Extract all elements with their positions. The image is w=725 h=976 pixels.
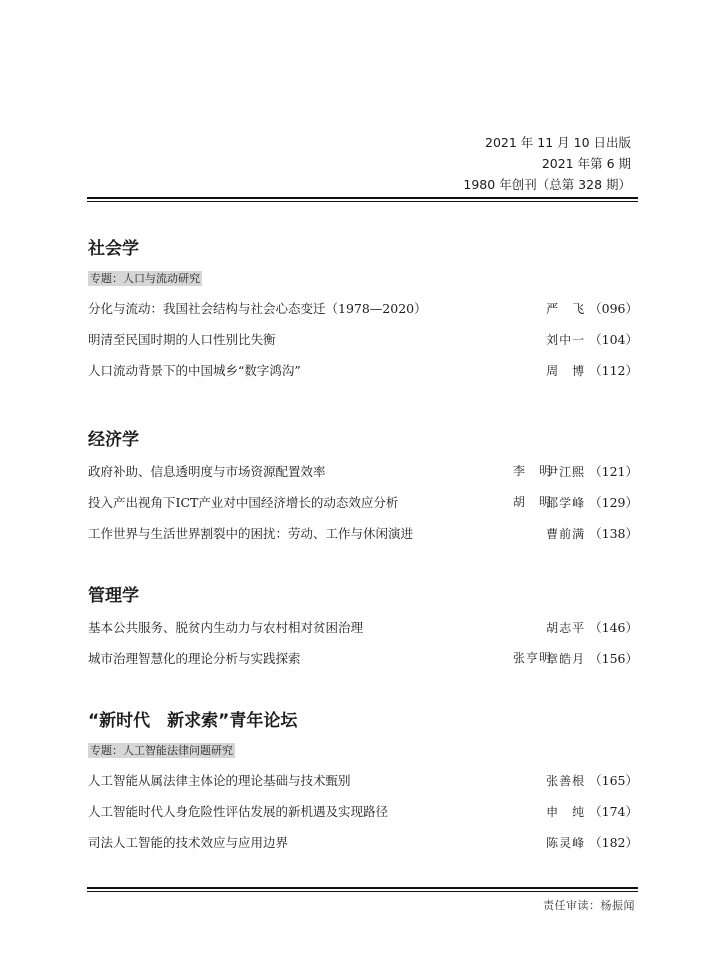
page-number: （112） <box>589 363 638 378</box>
toc-entry[interactable] <box>88 355 638 386</box>
section-title: “新时代 新求索”青年论坛 <box>88 711 298 731</box>
page-number: （165） <box>589 773 638 788</box>
toc-entry[interactable] <box>88 643 638 674</box>
page-number: （156） <box>589 651 638 666</box>
article-title[interactable]: 投入产出视角下ICT产业对中国经济增长的动态效应分析 <box>88 495 399 510</box>
page-number: （104） <box>589 332 638 347</box>
article-title[interactable]: 基本公共服务、脱贫内生动力与农村相对贫困治理 <box>88 620 364 635</box>
article-author: 刘中一 <box>546 333 586 347</box>
toc-entry[interactable] <box>88 456 638 487</box>
article-author: 章皓月 <box>546 652 586 666</box>
article-title[interactable]: 分化与流动：我国社会结构与社会心态变迁（1978—2020） <box>88 301 427 316</box>
publication-info <box>463 132 631 195</box>
article-author: 严 飞 <box>546 302 586 316</box>
section-title: 管理学 <box>88 586 139 606</box>
article-title[interactable]: 人口流动背景下的中国城乡“数字鸿沟” <box>88 363 301 378</box>
article-author: 周 博 <box>546 364 586 378</box>
article-title[interactable]: 人工智能从属法律主体论的理论基础与技术甄别 <box>88 773 351 788</box>
article-coauthor: 张亨明 <box>512 651 552 665</box>
topic-label: 专题：人工智能法律问题研究 <box>90 744 233 757</box>
bottom-double-rule <box>87 887 638 892</box>
article-title[interactable]: 司法人工智能的技术效应与应用边界 <box>88 835 289 850</box>
toc-entry[interactable] <box>88 796 638 827</box>
page-number: （146） <box>589 620 638 635</box>
article-author: 邵学峰 <box>546 496 586 510</box>
topic-label: 专题：人口与流动研究 <box>90 272 200 285</box>
founding-info: 1980 年创刊（总第 328 期） <box>463 177 631 192</box>
section-management <box>88 583 638 674</box>
section-sociology <box>88 236 638 386</box>
article-author: 尹江熙 <box>546 465 586 479</box>
toc-entry[interactable] <box>88 612 638 643</box>
toc-entry[interactable] <box>88 518 638 549</box>
page-number: （182） <box>589 835 638 850</box>
toc-entry[interactable] <box>88 293 638 324</box>
article-coauthor: 李 明 <box>512 464 552 478</box>
page-number: （138） <box>589 526 638 541</box>
top-double-rule <box>87 197 638 202</box>
page-number: （129） <box>589 495 638 510</box>
article-author: 胡志平 <box>546 621 586 635</box>
toc-entry[interactable] <box>88 324 638 355</box>
article-coauthor: 胡 明 <box>512 495 552 509</box>
page-number: （096） <box>589 301 638 316</box>
section-youth-forum <box>88 708 638 858</box>
article-author: 申 纯 <box>546 805 586 819</box>
article-author: 张善根 <box>546 774 586 788</box>
editor-credit: 责任审读：杨振闻 <box>543 899 635 912</box>
page-number: （121） <box>589 464 638 479</box>
article-title[interactable]: 工作世界与生活世界割裂中的困扰：劳动、工作与休闲演进 <box>88 526 414 541</box>
article-author: 曹前满 <box>546 527 586 541</box>
toc-entry[interactable] <box>88 765 638 796</box>
publication-date: 2021 年 11 月 10 日出版 <box>485 135 631 150</box>
section-economics <box>88 427 638 549</box>
article-title[interactable]: 政府补助、信息透明度与市场资源配置效率 <box>88 464 326 479</box>
page-number: （174） <box>589 804 638 819</box>
toc-entry[interactable] <box>88 827 638 858</box>
article-title[interactable]: 城市治理智慧化的理论分析与实践探索 <box>88 651 301 666</box>
article-author: 陈灵峰 <box>546 836 586 850</box>
section-title: 经济学 <box>88 430 139 450</box>
issue-number: 2021 年第 6 期 <box>541 156 631 171</box>
article-title[interactable]: 人工智能时代人身危险性评估发展的新机遇及实现路径 <box>88 804 389 819</box>
section-title: 社会学 <box>88 239 139 259</box>
article-title[interactable]: 明清至民国时期的人口性别比失衡 <box>88 332 276 347</box>
toc-entry[interactable] <box>88 487 638 518</box>
